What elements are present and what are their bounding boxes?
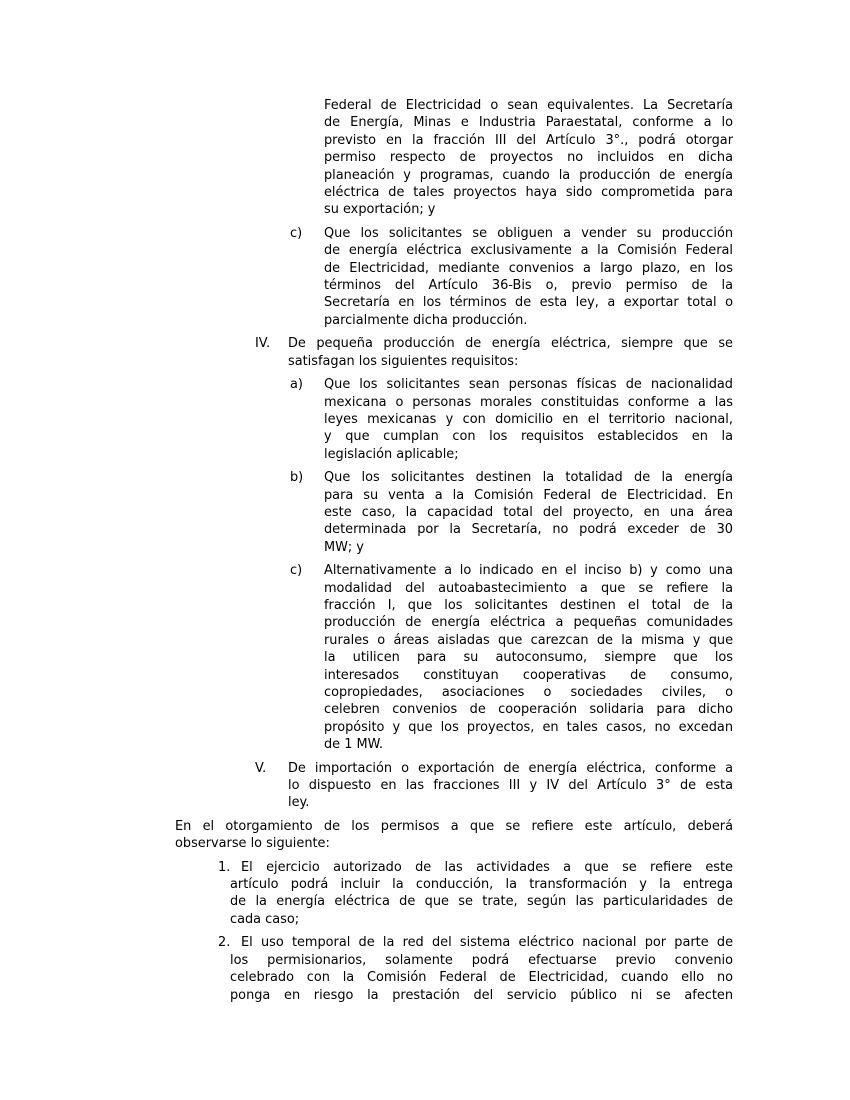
- item-label: IV.: [255, 336, 271, 352]
- text-line: El ejercicio autorizado de las actividades a que se refiere este: [241, 859, 733, 875]
- item-label: V.: [255, 760, 267, 776]
- text-line: mexicana o personas morales constituidas conforme a las: [324, 394, 733, 410]
- text-line: ley.: [288, 795, 310, 811]
- text-line: Que los solicitantes se obliguen a vender su producción: [324, 225, 733, 241]
- text-line: Alternativamente a lo indicado en el inciso b) y como una: [324, 563, 733, 579]
- paragraph-continuation: [324, 97, 733, 219]
- text-line: eléctrica de tales proyectos haya sido comprometida para: [324, 185, 733, 201]
- text-line: de energía eléctrica exclusivamente a la Comisión Federal: [324, 243, 733, 259]
- text-line: de Energía, Minas e Industria Paraestatal, conforme a lo: [324, 115, 733, 131]
- item-label: c): [290, 225, 303, 241]
- list-item-b: [290, 469, 733, 556]
- text-line: los permisionarios, solamente podrá efectuarse previo convenio: [230, 952, 733, 968]
- text-line: Que los solicitantes sean personas físicas de nacionalidad: [324, 377, 733, 393]
- text-line: De importación o exportación de energía eléctrica, conforme a: [288, 760, 733, 776]
- text-line: modalidad del autoabastecimiento a que se refiere la: [324, 580, 733, 596]
- text-line: Secretaría en los términos de esta ley, a exportar total o: [324, 295, 733, 311]
- text-line: Federal de Electricidad o sean equivalentes. La Secretaría: [324, 98, 733, 113]
- text-line: previsto en la fracción III del Artículo 3°., podrá otorgar: [324, 132, 733, 148]
- text-line: ponga en riesgo la prestación del servicio público ni se afecten: [230, 987, 733, 1003]
- item-label: c): [290, 563, 303, 579]
- text-line: leyes mexicanas y con domicilio en el territorio nacional,: [324, 411, 733, 427]
- text-line: celebrado con la Comisión Federal de Electricidad, cuando ello no: [230, 970, 733, 986]
- text-line: MW; y: [324, 539, 364, 555]
- list-item-c: [290, 562, 733, 753]
- text-line: cada caso;: [230, 911, 300, 927]
- text-line: interesados constituyan cooperativas de consumo,: [324, 667, 733, 683]
- text-line: lo dispuesto en las fracciones III y IV del Artículo 3° de esta: [288, 778, 733, 794]
- text-line: de Electricidad, mediante convenios a largo plazo, en los: [324, 260, 733, 276]
- list-item-c: [290, 225, 733, 329]
- text-line: determinada por la Secretaría, no podrá exceder de 30: [324, 522, 733, 538]
- list-item-a: [290, 376, 733, 463]
- text-line: su exportación; y: [324, 202, 436, 218]
- text-line: la utilicen para su autoconsumo, siempre que los: [324, 650, 733, 666]
- text-line: rurales o áreas aisladas que carezcan de la misma y que: [324, 632, 733, 648]
- text-line: planeación y programas, cuando la producción de energía: [324, 167, 733, 183]
- text-line: legislación aplicable;: [324, 446, 459, 462]
- text-line: De pequeña producción de energía eléctrica, siempre que se: [288, 336, 733, 352]
- text-line: satisfagan los siguientes requisitos:: [288, 353, 519, 369]
- text-line: En el otorgamiento de los permisos a que se refiere este artículo, deberá: [175, 818, 733, 834]
- text-line: fracción I, que los solicitantes destinen el total de la: [324, 597, 733, 613]
- item-label: a): [290, 377, 303, 393]
- list-item-1: [218, 859, 733, 929]
- list-item-2: [218, 934, 733, 1004]
- text-line: de la energía eléctrica de que se trate, según las particularidades de: [230, 894, 733, 910]
- list-item-iv: [255, 335, 733, 370]
- text-line: y que cumplan con los requisitos establecidos en la: [324, 429, 733, 445]
- text-line: términos del Artículo 36-Bis o, previo permiso de la: [324, 278, 733, 294]
- text-line: artículo podrá incluir la conducción, la transformación y la entrega: [230, 877, 733, 893]
- text-line: este caso, la capacidad total del proyecto, en una área: [324, 504, 733, 520]
- text-line: permiso respecto de proyectos no incluidos en dicha: [324, 150, 733, 166]
- text-line: de 1 MW.: [324, 737, 383, 753]
- item-label: 1.: [218, 859, 231, 875]
- paragraph-intro: [175, 818, 733, 853]
- text-line: El uso temporal de la red del sistema eléctrico nacional por parte de: [241, 935, 733, 951]
- item-label: 2.: [218, 935, 231, 951]
- text-line: celebren convenios de cooperación solidaria para dicho: [324, 702, 733, 718]
- text-line: parcialmente dicha producción.: [324, 312, 528, 328]
- text-line: producción de energía eléctrica a pequeñas comunidades: [324, 615, 733, 631]
- list-item-v: [255, 760, 733, 812]
- item-label: b): [290, 470, 304, 486]
- text-line: copropiedades, asociaciones o sociedades civiles, o: [324, 685, 733, 700]
- text-line: propósito y que los proyectos, en tales casos, no excedan: [324, 719, 733, 735]
- text-line: observarse lo siguiente:: [175, 836, 330, 852]
- text-line: para su venta a la Comisión Federal de Electricidad. En: [324, 487, 733, 503]
- text-line: Que los solicitantes destinen la totalidad de la energía: [324, 470, 733, 486]
